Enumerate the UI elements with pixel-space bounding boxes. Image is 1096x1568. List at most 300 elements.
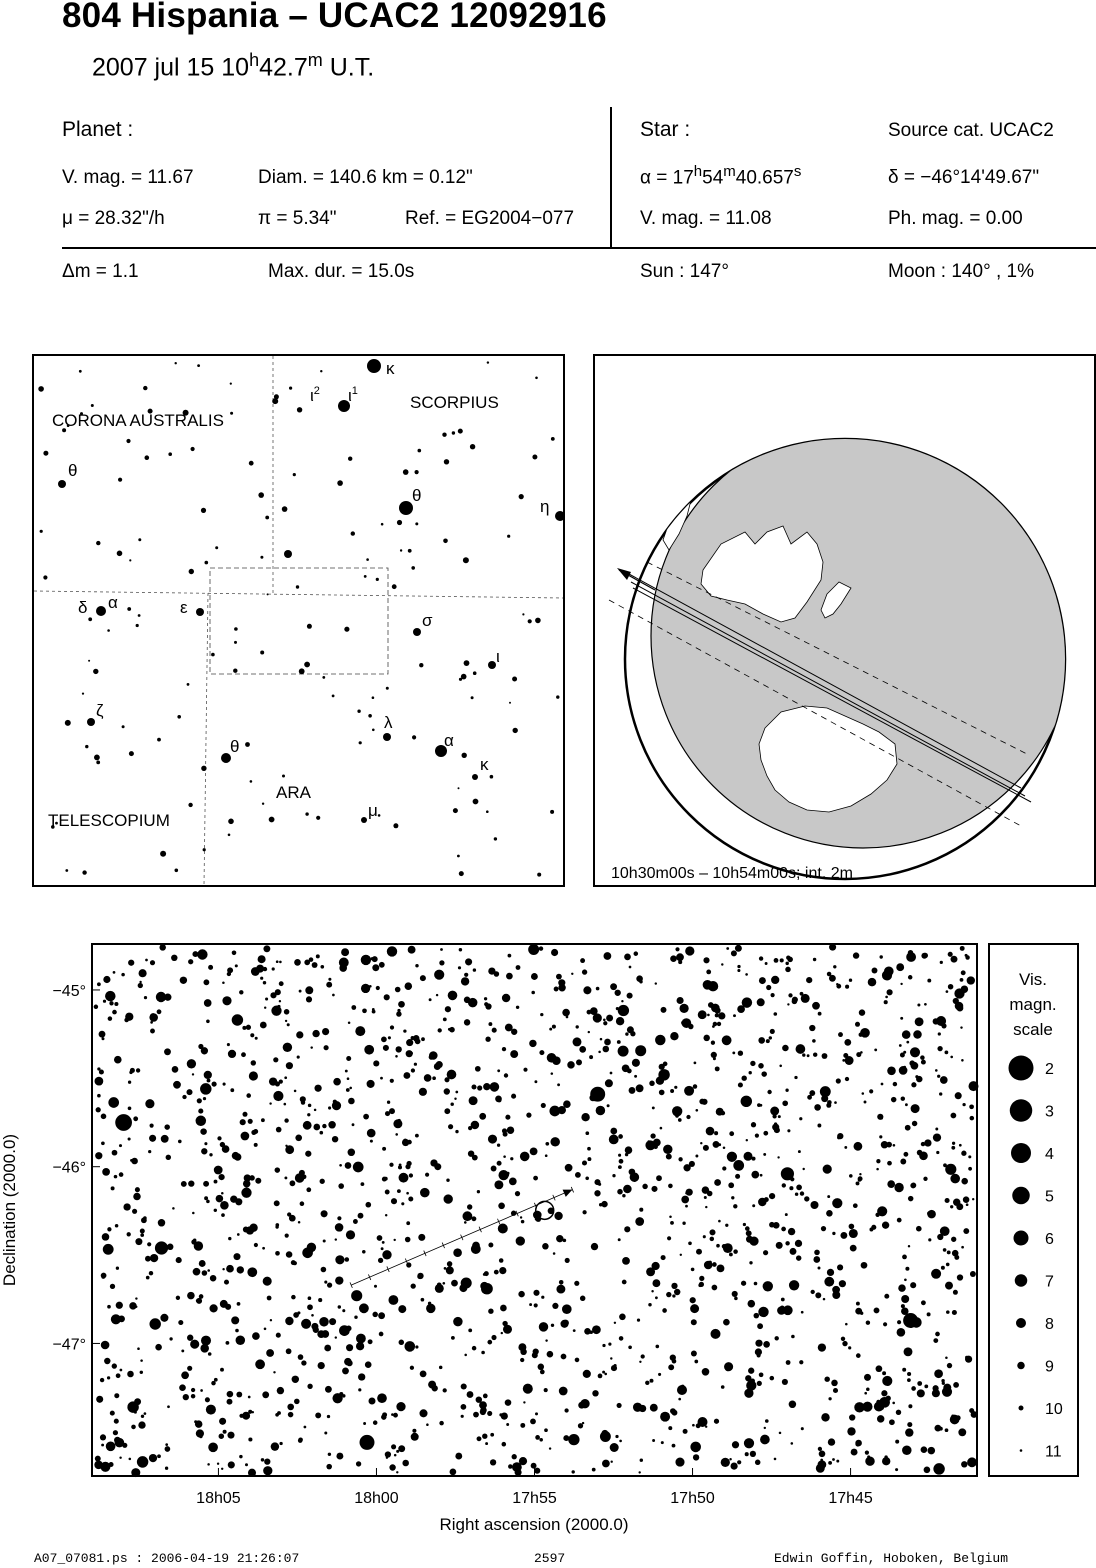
field-star bbox=[133, 1116, 138, 1121]
field-star bbox=[241, 1188, 251, 1198]
field-star bbox=[94, 1461, 103, 1470]
field-star bbox=[495, 1096, 502, 1103]
finder-star bbox=[43, 451, 48, 456]
field-star bbox=[328, 1106, 331, 1109]
field-star bbox=[254, 1143, 258, 1147]
field-star bbox=[538, 1364, 544, 1370]
field-star bbox=[269, 1077, 277, 1085]
field-star bbox=[718, 1220, 721, 1223]
field-star bbox=[841, 1337, 845, 1341]
field-star bbox=[670, 1221, 674, 1225]
field-star bbox=[542, 1243, 549, 1250]
field-star bbox=[202, 1270, 208, 1276]
field-star bbox=[668, 1426, 672, 1430]
field-star bbox=[683, 1164, 690, 1171]
field-star bbox=[264, 1328, 267, 1331]
field-star bbox=[683, 1429, 688, 1434]
field-star bbox=[862, 1092, 865, 1095]
field-star bbox=[883, 1322, 887, 1326]
field-star bbox=[372, 956, 378, 962]
finder-star bbox=[551, 437, 555, 441]
field-star bbox=[107, 1227, 111, 1231]
field-star bbox=[301, 1360, 306, 1365]
field-star bbox=[180, 977, 187, 984]
field-star bbox=[703, 1035, 709, 1041]
field-star bbox=[593, 1013, 602, 1022]
field-star bbox=[471, 1244, 481, 1254]
field-star bbox=[112, 1363, 117, 1368]
field-star bbox=[727, 1152, 737, 1162]
field-star bbox=[391, 1413, 394, 1416]
field-star bbox=[684, 1086, 694, 1096]
field-star bbox=[594, 1179, 600, 1185]
field-star bbox=[895, 1468, 898, 1471]
field-star bbox=[748, 1300, 756, 1308]
finder-star bbox=[187, 683, 190, 686]
field-star bbox=[685, 1205, 688, 1208]
bright-star bbox=[360, 1435, 375, 1450]
field-star bbox=[887, 1067, 896, 1076]
field-star bbox=[950, 1174, 960, 1184]
field-star bbox=[97, 982, 101, 986]
field-star bbox=[856, 1353, 861, 1358]
field-star bbox=[222, 996, 231, 1005]
field-star bbox=[634, 1075, 637, 1078]
field-star bbox=[335, 1238, 337, 1240]
field-star bbox=[710, 1237, 715, 1242]
field-star bbox=[670, 1408, 676, 1414]
field-star bbox=[231, 1316, 239, 1324]
field-star bbox=[224, 1280, 229, 1285]
field-star bbox=[639, 1208, 643, 1212]
field-star bbox=[369, 985, 372, 988]
field-star bbox=[197, 949, 207, 959]
field-star bbox=[494, 1180, 503, 1189]
field-star bbox=[368, 1339, 373, 1344]
field-star bbox=[114, 1393, 119, 1398]
field-star bbox=[950, 1205, 953, 1208]
field-star bbox=[491, 1335, 496, 1340]
field-star bbox=[367, 1080, 375, 1088]
field-star bbox=[411, 1433, 419, 1441]
field-star bbox=[131, 1425, 136, 1430]
field-star bbox=[534, 1303, 538, 1307]
field-star bbox=[128, 1106, 132, 1110]
field-star bbox=[738, 1082, 743, 1087]
bright-star bbox=[232, 1014, 243, 1025]
field-star bbox=[323, 1239, 326, 1242]
field-star bbox=[539, 1050, 544, 1055]
field-star bbox=[359, 1303, 369, 1313]
field-star bbox=[135, 1238, 142, 1245]
legend-dot bbox=[1020, 1449, 1023, 1452]
field-star bbox=[464, 1019, 470, 1025]
field-star bbox=[332, 1393, 342, 1403]
field-star bbox=[572, 1470, 575, 1473]
field-star bbox=[386, 1457, 388, 1459]
field-star bbox=[702, 1186, 710, 1194]
field-star bbox=[952, 1310, 957, 1315]
field-star bbox=[249, 1071, 258, 1080]
field-star bbox=[777, 1156, 779, 1158]
field-star bbox=[165, 1446, 171, 1452]
field-star bbox=[241, 1052, 246, 1057]
field-star bbox=[636, 1084, 644, 1092]
field-star bbox=[468, 1328, 472, 1332]
field-star bbox=[785, 962, 788, 965]
field-star bbox=[733, 1204, 737, 1208]
field-star bbox=[923, 1177, 927, 1181]
field-star bbox=[398, 1001, 405, 1008]
field-star bbox=[348, 1021, 351, 1024]
field-star bbox=[382, 1412, 387, 1417]
field-star bbox=[461, 1404, 467, 1410]
field-star bbox=[596, 1106, 606, 1116]
field-star bbox=[397, 1189, 401, 1193]
field-star bbox=[530, 1147, 538, 1155]
field-star bbox=[364, 1045, 374, 1055]
field-star bbox=[854, 1142, 863, 1151]
field-star bbox=[540, 1013, 543, 1016]
field-star bbox=[503, 1155, 506, 1158]
finder-star bbox=[96, 761, 100, 765]
finder-star bbox=[65, 720, 71, 726]
field-star bbox=[260, 1022, 267, 1029]
field-star bbox=[373, 1420, 378, 1425]
field-star bbox=[737, 969, 740, 972]
field-star bbox=[133, 1193, 140, 1200]
finder-bright-star bbox=[361, 817, 367, 823]
field-star bbox=[862, 1402, 872, 1412]
field-star bbox=[242, 1112, 247, 1117]
field-star bbox=[258, 955, 266, 963]
field-star bbox=[845, 1077, 849, 1081]
field-star bbox=[864, 1392, 867, 1395]
field-star bbox=[746, 1380, 756, 1390]
field-star bbox=[248, 1119, 253, 1124]
field-star bbox=[110, 1411, 115, 1416]
field-star bbox=[746, 1139, 748, 1141]
field-star bbox=[907, 1378, 911, 1382]
field-star bbox=[263, 1277, 272, 1286]
field-star bbox=[532, 1352, 538, 1358]
field-star bbox=[869, 1089, 873, 1093]
field-star bbox=[691, 1351, 697, 1357]
field-star bbox=[390, 1079, 394, 1083]
field-star bbox=[421, 1298, 425, 1302]
field-star bbox=[237, 1233, 240, 1236]
field-star bbox=[159, 944, 166, 951]
field-star bbox=[809, 1090, 815, 1096]
field-star bbox=[578, 1402, 585, 1409]
field-star bbox=[129, 1071, 132, 1074]
field-star bbox=[137, 1347, 140, 1350]
finder-bright-star bbox=[58, 480, 66, 488]
finder-star bbox=[65, 869, 68, 872]
field-star bbox=[464, 973, 468, 977]
field-star bbox=[432, 1385, 438, 1391]
field-star bbox=[618, 1134, 623, 1139]
field-star bbox=[924, 1466, 931, 1473]
field-star bbox=[706, 1127, 715, 1136]
field-star bbox=[464, 1354, 467, 1357]
field-star bbox=[786, 1360, 791, 1365]
field-star bbox=[138, 983, 143, 988]
field-star bbox=[458, 966, 461, 969]
field-star bbox=[353, 1219, 358, 1224]
field-star bbox=[403, 1139, 407, 1143]
field-star bbox=[575, 1358, 580, 1363]
field-star bbox=[484, 1271, 489, 1276]
field-star bbox=[529, 1040, 536, 1047]
finder-bright-star bbox=[96, 606, 106, 616]
field-star bbox=[614, 1322, 616, 1324]
field-star bbox=[304, 1426, 307, 1429]
field-star bbox=[531, 1463, 537, 1469]
finder-star bbox=[522, 613, 524, 615]
field-star bbox=[95, 1152, 102, 1159]
field-star bbox=[95, 1077, 104, 1086]
field-star bbox=[545, 1339, 547, 1341]
field-star bbox=[960, 1026, 962, 1028]
field-star bbox=[827, 1195, 830, 1198]
field-star bbox=[703, 1145, 709, 1151]
finder-star bbox=[535, 377, 538, 380]
finder-star bbox=[293, 473, 296, 476]
field-star bbox=[642, 1184, 647, 1189]
field-star bbox=[239, 990, 243, 994]
field-star bbox=[655, 1345, 659, 1349]
planet-parallax: π = 5.34" bbox=[258, 208, 337, 229]
label-ara: ARA bbox=[276, 783, 311, 802]
finder-star bbox=[408, 549, 412, 553]
field-star bbox=[659, 1090, 665, 1096]
field-star bbox=[641, 1354, 645, 1358]
field-star bbox=[483, 1394, 488, 1399]
field-star bbox=[363, 1422, 366, 1425]
field-star bbox=[275, 1251, 280, 1256]
star-label-alpha-ara: α bbox=[444, 731, 454, 750]
field-star bbox=[619, 1336, 624, 1341]
field-star bbox=[924, 1385, 928, 1389]
star-declination: δ = −46°14'49.67" bbox=[888, 167, 1040, 188]
field-star bbox=[562, 1304, 572, 1314]
field-star bbox=[924, 1139, 931, 1146]
field-star bbox=[908, 1245, 910, 1247]
field-star bbox=[763, 1153, 766, 1156]
field-star bbox=[859, 1033, 863, 1037]
field-star bbox=[882, 1376, 892, 1386]
field-star bbox=[961, 985, 968, 992]
field-star bbox=[766, 985, 771, 990]
finder-star bbox=[129, 559, 131, 561]
finder-star bbox=[418, 449, 422, 453]
field-star bbox=[221, 1468, 223, 1470]
field-star bbox=[824, 1376, 829, 1381]
field-star bbox=[338, 1183, 344, 1189]
field-star bbox=[203, 979, 209, 985]
field-star bbox=[461, 1277, 472, 1288]
field-star bbox=[576, 1025, 579, 1028]
field-star bbox=[615, 990, 621, 996]
field-star bbox=[307, 1384, 312, 1389]
field-star bbox=[881, 1390, 887, 1396]
field-star bbox=[733, 1249, 738, 1254]
field-star bbox=[556, 1285, 565, 1294]
field-star bbox=[876, 1365, 883, 1372]
field-star bbox=[164, 1048, 171, 1055]
finder-star bbox=[364, 575, 367, 578]
field-star bbox=[623, 1185, 632, 1194]
star-label-iota1: $\iota^1$ bbox=[348, 385, 358, 405]
field-star bbox=[754, 1313, 760, 1319]
field-star bbox=[744, 1438, 754, 1448]
star-label-iota2: $\iota^2$ bbox=[310, 385, 320, 405]
finder-star bbox=[189, 569, 194, 574]
field-star bbox=[896, 1410, 901, 1415]
field-star bbox=[568, 1434, 579, 1445]
field-star bbox=[398, 1305, 406, 1313]
field-star bbox=[652, 1439, 655, 1442]
field-star bbox=[322, 1124, 326, 1128]
field-star bbox=[843, 1053, 848, 1058]
field-star bbox=[610, 1443, 619, 1452]
field-star bbox=[276, 960, 279, 963]
field-star bbox=[113, 1430, 118, 1435]
field-star bbox=[774, 1122, 777, 1125]
field-star bbox=[953, 1382, 959, 1388]
field-star bbox=[498, 1223, 508, 1233]
field-star bbox=[318, 1298, 322, 1302]
field-star bbox=[770, 1107, 779, 1116]
header-rule bbox=[62, 247, 1096, 249]
field-star bbox=[429, 998, 432, 1001]
field-star bbox=[214, 1378, 218, 1382]
field-star bbox=[899, 1044, 902, 1047]
field-star bbox=[865, 1456, 874, 1465]
field-star bbox=[809, 1025, 815, 1031]
field-star bbox=[769, 1193, 775, 1199]
finder-star bbox=[463, 557, 469, 563]
field-star bbox=[561, 1354, 567, 1360]
field-star bbox=[933, 1018, 939, 1024]
finder-bright-star bbox=[87, 718, 95, 726]
field-star bbox=[209, 1153, 212, 1156]
field-star bbox=[676, 953, 684, 961]
finder-star bbox=[127, 607, 131, 611]
field-star bbox=[776, 1242, 783, 1249]
field-star bbox=[699, 1099, 705, 1105]
field-star bbox=[325, 1386, 332, 1393]
field-star bbox=[721, 1458, 730, 1467]
field-star bbox=[714, 1419, 719, 1424]
field-star bbox=[589, 1055, 593, 1059]
field-star bbox=[911, 1082, 916, 1087]
field-star bbox=[196, 1117, 205, 1126]
finder-chart-svg bbox=[34, 356, 563, 885]
field-star bbox=[872, 968, 878, 974]
field-star bbox=[138, 1421, 145, 1428]
field-star bbox=[380, 1077, 383, 1080]
field-star bbox=[934, 1425, 941, 1432]
field-star bbox=[655, 1035, 665, 1045]
finder-star bbox=[415, 470, 419, 474]
field-star bbox=[901, 1304, 905, 1308]
field-star bbox=[389, 1464, 395, 1470]
field-star bbox=[471, 1084, 476, 1089]
field-star bbox=[398, 1119, 401, 1122]
field-star bbox=[936, 1151, 939, 1154]
field-star bbox=[942, 1382, 945, 1385]
field-star bbox=[763, 1131, 768, 1136]
field-star bbox=[324, 1345, 331, 1352]
finder-star bbox=[316, 816, 320, 820]
field-star bbox=[338, 1305, 341, 1308]
field-star bbox=[541, 1296, 544, 1299]
field-star bbox=[358, 1213, 364, 1219]
field-star bbox=[823, 1165, 832, 1174]
finder-star bbox=[117, 551, 123, 557]
field-star bbox=[723, 1147, 726, 1150]
field-star bbox=[828, 1438, 835, 1445]
field-star bbox=[618, 1165, 622, 1169]
legend-dot bbox=[1009, 1056, 1034, 1081]
field-star bbox=[320, 1131, 324, 1135]
field-star bbox=[534, 1080, 537, 1083]
field-star bbox=[502, 994, 510, 1002]
finder-star bbox=[234, 641, 237, 644]
field-star bbox=[507, 1126, 514, 1133]
field-star bbox=[629, 966, 632, 969]
field-star bbox=[952, 1142, 955, 1145]
field-star bbox=[853, 1203, 858, 1208]
field-star bbox=[263, 981, 266, 984]
field-star bbox=[946, 1263, 950, 1267]
field-star bbox=[960, 946, 965, 951]
field-star bbox=[828, 1397, 831, 1400]
field-star bbox=[703, 1235, 706, 1238]
field-star bbox=[760, 1174, 763, 1177]
finder-star bbox=[157, 738, 161, 742]
field-star bbox=[520, 1152, 530, 1162]
field-star bbox=[208, 965, 213, 970]
finder-star bbox=[160, 851, 166, 857]
finder-star bbox=[458, 429, 463, 434]
field-star bbox=[455, 1091, 458, 1094]
finder-star bbox=[91, 404, 94, 407]
field-star bbox=[692, 1424, 695, 1427]
field-star bbox=[303, 1121, 312, 1130]
field-star bbox=[785, 967, 791, 973]
field-star bbox=[132, 1209, 137, 1214]
field-star bbox=[672, 1444, 676, 1448]
field-star bbox=[533, 1290, 539, 1296]
field-star bbox=[765, 962, 768, 965]
finder-star bbox=[249, 461, 254, 466]
field-star bbox=[312, 1030, 319, 1037]
event-datetime: 2007 jul 15 10$^h$42.7$^m$ U.T. bbox=[92, 50, 375, 82]
field-star bbox=[933, 1133, 941, 1141]
field-star bbox=[446, 1266, 454, 1274]
field-star bbox=[849, 979, 852, 982]
field-star bbox=[108, 1097, 119, 1108]
field-star bbox=[818, 1447, 822, 1451]
field-star bbox=[216, 1195, 224, 1203]
field-star bbox=[298, 1438, 303, 1443]
field-star bbox=[262, 1391, 269, 1398]
field-star bbox=[342, 1309, 345, 1312]
field-star bbox=[105, 991, 115, 1001]
